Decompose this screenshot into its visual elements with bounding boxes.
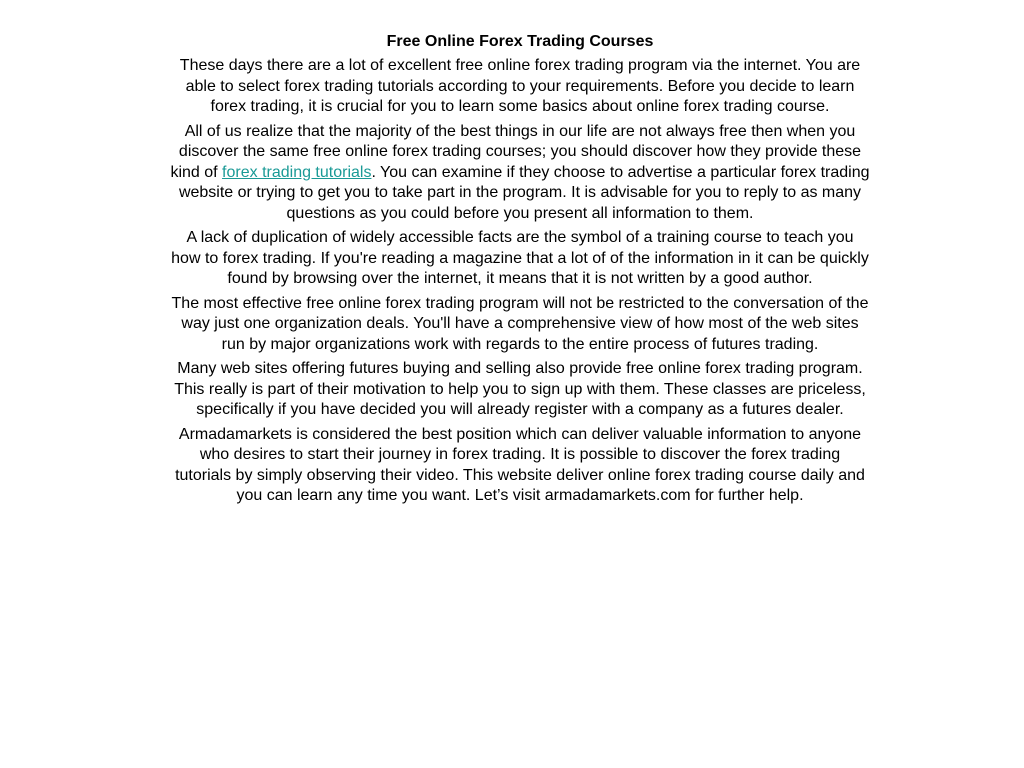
paragraph-duplication: A lack of duplication of widely accessible facts are the symbol of a training course to teach you how to forex trading. If you're reading a magazine that a lot of of the information in it can be quickly found by browsing over the internet, it means that it is not written by a good author.	[171, 229, 869, 287]
forex-trading-tutorials-link[interactable]: forex trading tutorials	[222, 163, 372, 181]
paragraph-intro: These days there are a lot of excellent free online forex trading program via the internet. You are able to select forex trading tutorials according to your requirements. Before you decide to learn forex trading, it is crucial for you to learn some basics about online forex trading course.	[179, 57, 861, 115]
paragraph-tutorials	[170, 122, 870, 225]
paragraph-tutorials-text-before: All of us realize that the majority of the best things in our life are not always free then when you discover the same free online forex trading courses; you should discover how they provide these kind of	[170, 122, 862, 181]
paragraph-web-sites: Many web sites offering futures buying and selling also provide free online forex trading program. This really is part of their motivation to help you to sign up with them. These classes are priceless, specifically if you have decided you will already register with a company as a futures dealer.	[174, 360, 866, 418]
paragraph-effective-program: The most effective free online forex trading program will not be restricted to the conversation of the way just one organization deals. You'll have a comprehensive view of how most of the web sites run by major organizations work with regards to the entire process of futures trading.	[171, 294, 869, 353]
paragraph-armadamarkets: Armadamarkets is considered the best position which can deliver valuable information to anyone who desires to start their journey in forex trading. It is possible to discover the forex trading tutorials by simply observing their video. This website deliver online forex trading course daily and you can learn any time you want. Let’s visit armadamarkets.com for further help.	[175, 425, 865, 504]
article-body	[170, 31, 870, 511]
paragraph-tutorials-text-after: . You can examine if they choose to advertise a particular forex trading website or trying to get you to take part in the program. It is advisable for you to reply to as many questions as you could before you present all information to them.	[178, 163, 870, 222]
page-title: Free Online Forex Trading Courses	[386, 33, 654, 50]
